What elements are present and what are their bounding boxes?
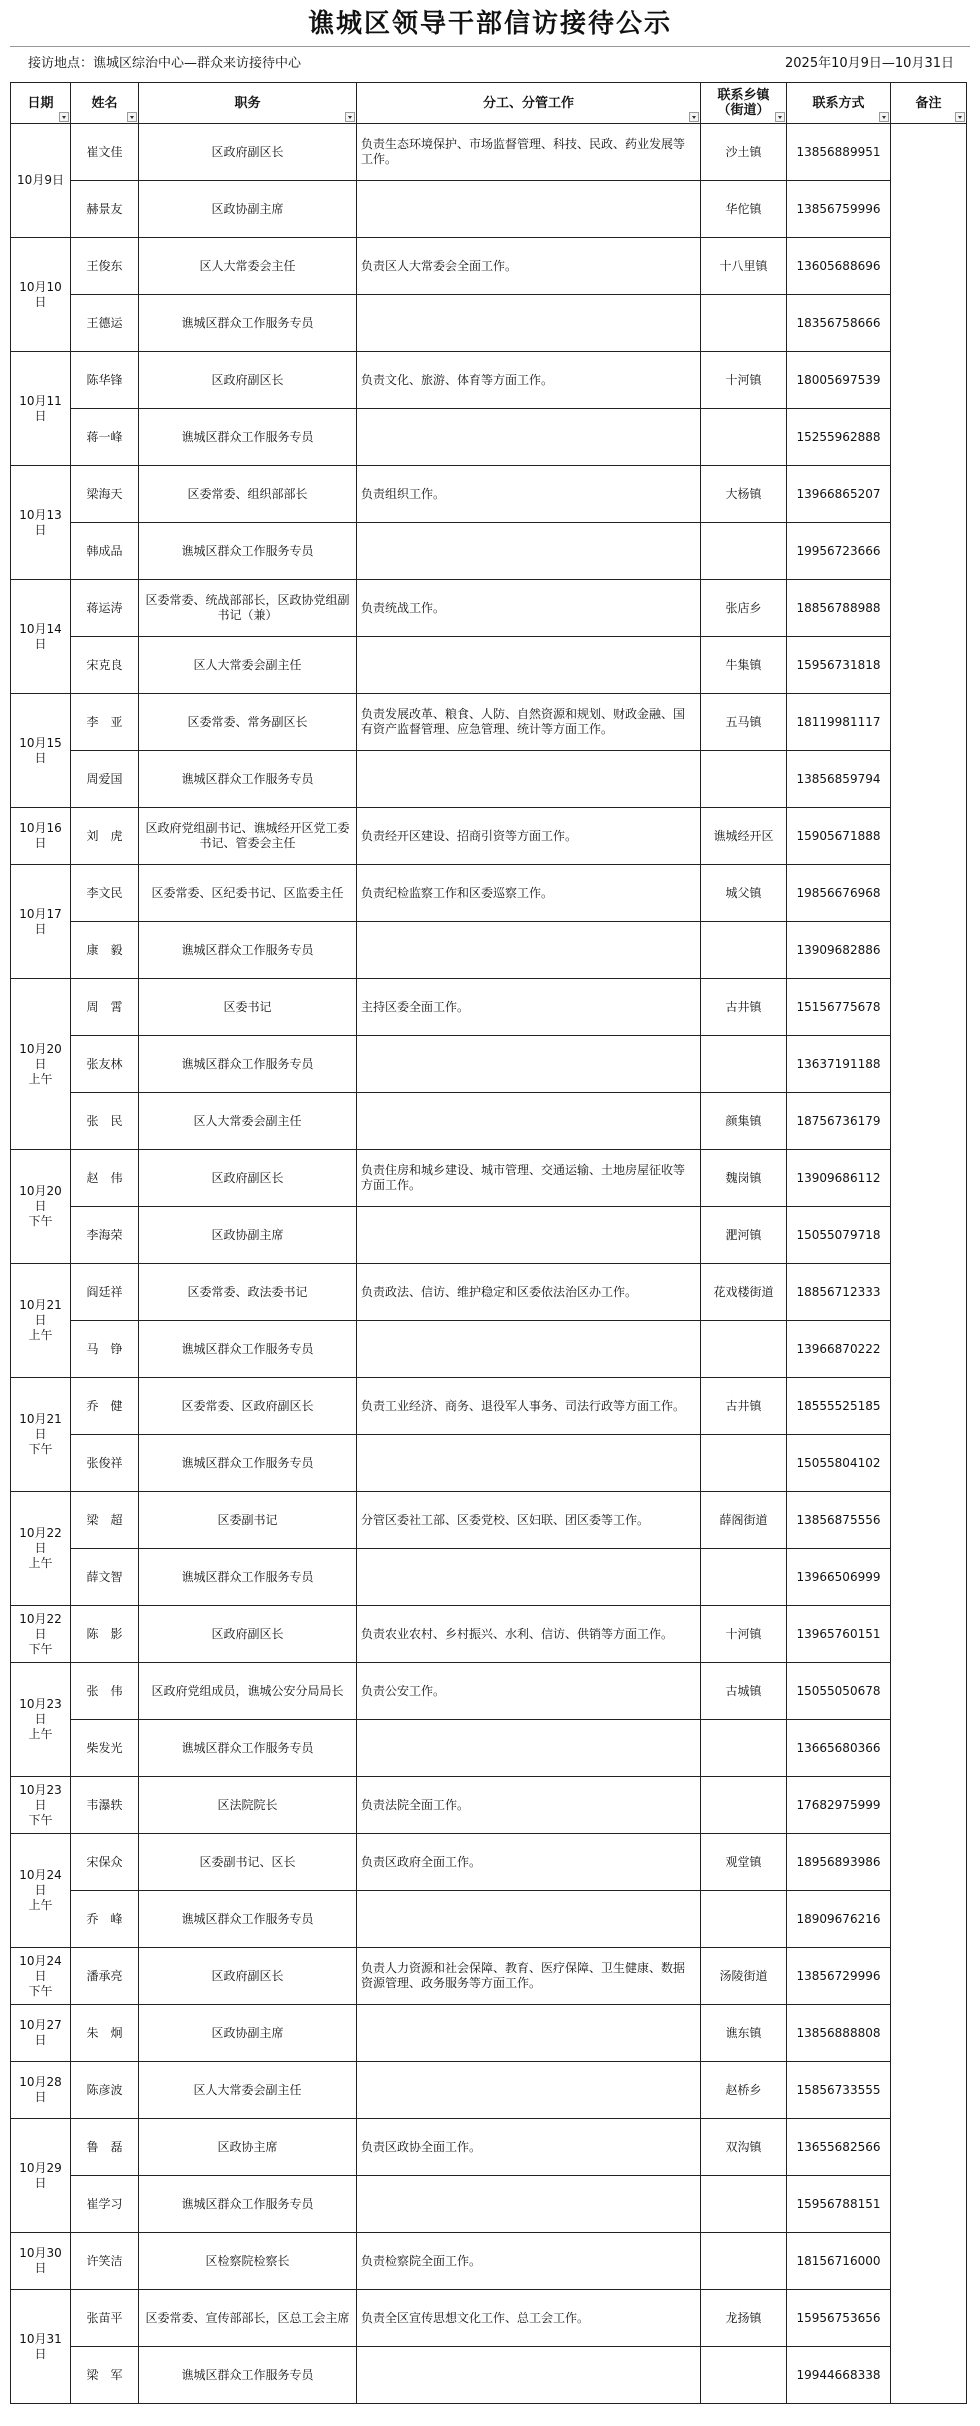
town-cell: 古城镇 <box>701 1663 787 1720</box>
date-cell: 10月13日 <box>11 466 71 580</box>
town-cell: 古井镇 <box>701 979 787 1036</box>
town-cell <box>701 523 787 580</box>
phone-cell: 13966865207 <box>787 466 891 523</box>
table-header-row <box>11 83 967 124</box>
position-cell: 区人大常委会主任 <box>139 238 357 295</box>
town-cell: 谯城经开区 <box>701 808 787 865</box>
name-cell: 马 铮 <box>71 1321 139 1378</box>
position-cell: 谯城区群众工作服务专员 <box>139 1891 357 1948</box>
phone-cell: 13966506999 <box>787 1549 891 1606</box>
date-cell: 10月10日 <box>11 238 71 352</box>
responsibility-cell <box>357 1435 701 1492</box>
table-row <box>11 352 967 409</box>
town-cell <box>701 1321 787 1378</box>
name-cell: 乔 峰 <box>71 1891 139 1948</box>
phone-cell: 13856759996 <box>787 181 891 238</box>
phone-cell: 13965760151 <box>787 1606 891 1663</box>
name-cell: 李海荣 <box>71 1207 139 1264</box>
position-cell: 谯城区群众工作服务专员 <box>139 751 357 808</box>
column-header-label: 分工、分管工作 <box>482 95 574 111</box>
phone-cell: 13856729996 <box>787 1948 891 2005</box>
position-cell: 谯城区群众工作服务专员 <box>139 1435 357 1492</box>
phone-cell: 18356758666 <box>787 295 891 352</box>
table-row <box>11 1150 967 1207</box>
table-row <box>11 2176 967 2233</box>
column-header-date[interactable] <box>11 83 71 124</box>
name-cell: 崔学习 <box>71 2176 139 2233</box>
town-cell: 五马镇 <box>701 694 787 751</box>
position-cell: 区政府副区长 <box>139 1606 357 1663</box>
position-cell: 谯城区群众工作服务专员 <box>139 2347 357 2404</box>
table-row <box>11 1435 967 1492</box>
responsibility-cell: 负责区政协全面工作。 <box>357 2119 701 2176</box>
position-cell: 区检察院检察长 <box>139 2233 357 2290</box>
name-cell: 柴发光 <box>71 1720 139 1777</box>
phone-cell: 19944668338 <box>787 2347 891 2404</box>
date-cell: 10月17日 <box>11 865 71 979</box>
reception-period: 2025年10月9日—10月31日 <box>785 56 954 71</box>
phone-cell: 13856875556 <box>787 1492 891 1549</box>
responsibility-cell: 负责工业经济、商务、退役军人事务、司法行政等方面工作。 <box>357 1378 701 1435</box>
filter-dropdown-icon[interactable] <box>59 112 69 122</box>
name-cell: 蒋运涛 <box>71 580 139 637</box>
position-cell: 区委常委、组织部部长 <box>139 466 357 523</box>
phone-cell: 15156775678 <box>787 979 891 1036</box>
filter-dropdown-icon[interactable] <box>955 112 965 122</box>
name-cell: 潘承亮 <box>71 1948 139 2005</box>
position-cell: 谯城区群众工作服务专员 <box>139 1549 357 1606</box>
phone-cell: 17682975999 <box>787 1777 891 1834</box>
name-cell: 陈 影 <box>71 1606 139 1663</box>
date-cell: 10月11日 <box>11 352 71 466</box>
town-cell <box>701 922 787 979</box>
responsibility-cell: 负责人力资源和社会保障、教育、医疗保障、卫生健康、数据资源管理、政务服务等方面工作。 <box>357 1948 701 2005</box>
table-row <box>11 523 967 580</box>
town-cell: 谯东镇 <box>701 2005 787 2062</box>
responsibility-cell: 负责区人大常委会全面工作。 <box>357 238 701 295</box>
page-title: 谯城区领导干部信访接待公示 <box>307 9 672 39</box>
phone-cell: 19956723666 <box>787 523 891 580</box>
town-cell <box>701 1720 787 1777</box>
position-cell: 区政协副主席 <box>139 1207 357 1264</box>
table-row <box>11 1720 967 1777</box>
position-cell: 区委常委、统战部部长，区政协党组副书记（兼） <box>139 580 357 637</box>
position-cell: 区委副书记、区长 <box>139 1834 357 1891</box>
phone-cell: 13966870222 <box>787 1321 891 1378</box>
table-row <box>11 1663 967 1720</box>
town-cell: 汤陵街道 <box>701 1948 787 2005</box>
name-cell: 张 民 <box>71 1093 139 1150</box>
responsibility-cell <box>357 409 701 466</box>
phone-cell: 15055050678 <box>787 1663 891 1720</box>
table-row <box>11 1321 967 1378</box>
phone-cell: 15055804102 <box>787 1435 891 1492</box>
phone-cell: 18756736179 <box>787 1093 891 1150</box>
name-cell: 崔文佳 <box>71 124 139 181</box>
responsibility-cell <box>357 2005 701 2062</box>
town-cell <box>701 751 787 808</box>
phone-cell: 18555525185 <box>787 1378 891 1435</box>
responsibility-cell <box>357 2062 701 2119</box>
date-cell: 10月29日 <box>11 2119 71 2233</box>
town-cell <box>701 295 787 352</box>
phone-cell: 13856859794 <box>787 751 891 808</box>
responsibility-cell: 负责纪检监察工作和区委巡察工作。 <box>357 865 701 922</box>
phone-cell: 15856733555 <box>787 2062 891 2119</box>
name-cell: 康 毅 <box>71 922 139 979</box>
date-cell: 10月9日 <box>11 124 71 238</box>
position-cell: 区政协主席 <box>139 2119 357 2176</box>
title-divider <box>10 46 970 47</box>
town-cell: 华佗镇 <box>701 181 787 238</box>
filter-dropdown-icon[interactable] <box>879 112 889 122</box>
date-cell: 10月23日 上午 <box>11 1663 71 1777</box>
position-cell: 谯城区群众工作服务专员 <box>139 922 357 979</box>
name-cell: 乔 健 <box>71 1378 139 1435</box>
town-cell: 花戏楼街道 <box>701 1264 787 1321</box>
phone-cell: 18856712333 <box>787 1264 891 1321</box>
phone-cell: 18909676216 <box>787 1891 891 1948</box>
town-cell <box>701 2176 787 2233</box>
column-header-position[interactable] <box>139 83 357 124</box>
table-row <box>11 1891 967 1948</box>
column-header-label: 姓名 <box>91 95 118 111</box>
town-cell: 淝河镇 <box>701 1207 787 1264</box>
column-header-name[interactable] <box>71 83 139 124</box>
date-cell: 10月27日 <box>11 2005 71 2062</box>
town-cell: 薛阁街道 <box>701 1492 787 1549</box>
responsibility-cell: 主持区委全面工作。 <box>357 979 701 1036</box>
phone-cell: 13856889951 <box>787 124 891 181</box>
table-row <box>11 238 967 295</box>
town-cell: 牛集镇 <box>701 637 787 694</box>
table-row <box>11 865 967 922</box>
responsibility-cell <box>357 1720 701 1777</box>
responsibility-cell: 负责发展改革、粮食、人防、自然资源和规划、财政金融、国有资产监督管理、应急管理、统计等方面工作。 <box>357 694 701 751</box>
column-header-label: 日期 <box>27 95 54 111</box>
position-cell: 区人大常委会副主任 <box>139 1093 357 1150</box>
table-row <box>11 751 967 808</box>
date-cell: 10月24日 上午 <box>11 1834 71 1948</box>
column-header-label: 备注 <box>915 95 942 111</box>
responsibility-cell <box>357 523 701 580</box>
column-header-phone[interactable] <box>787 83 891 124</box>
column-header-responsibilities[interactable] <box>357 83 701 124</box>
table-row <box>11 979 967 1036</box>
name-cell: 朱 炯 <box>71 2005 139 2062</box>
date-cell: 10月22日 上午 <box>11 1492 71 1606</box>
responsibility-cell: 负责全区宣传思想文化工作、总工会工作。 <box>357 2290 701 2347</box>
name-cell: 梁 超 <box>71 1492 139 1549</box>
position-cell: 区政协副主席 <box>139 181 357 238</box>
phone-cell: 15055079718 <box>787 1207 891 1264</box>
position-cell: 谯城区群众工作服务专员 <box>139 1720 357 1777</box>
town-cell: 赵桥乡 <box>701 2062 787 2119</box>
table-row <box>11 1378 967 1435</box>
responsibility-cell <box>357 295 701 352</box>
table-row <box>11 124 967 181</box>
town-cell: 大杨镇 <box>701 466 787 523</box>
responsibility-cell <box>357 1321 701 1378</box>
name-cell: 赵 伟 <box>71 1150 139 1207</box>
position-cell: 区政府党组副书记、谯城经开区党工委书记、管委会主任 <box>139 808 357 865</box>
table-row <box>11 1036 967 1093</box>
phone-cell: 19856676968 <box>787 865 891 922</box>
phone-cell: 13909682886 <box>787 922 891 979</box>
table-row <box>11 1777 967 1834</box>
phone-cell: 15956788151 <box>787 2176 891 2233</box>
position-cell: 区人大常委会副主任 <box>139 637 357 694</box>
town-cell <box>701 2347 787 2404</box>
phone-cell: 18119981117 <box>787 694 891 751</box>
date-cell: 10月30日 <box>11 2233 71 2290</box>
date-cell: 10月24日 下午 <box>11 1948 71 2005</box>
table-row <box>11 2347 967 2404</box>
table-row <box>11 2290 967 2347</box>
town-cell: 十八里镇 <box>701 238 787 295</box>
date-cell: 10月20日 下午 <box>11 1150 71 1264</box>
town-cell: 张店乡 <box>701 580 787 637</box>
name-cell: 张俊祥 <box>71 1435 139 1492</box>
phone-cell: 18156716000 <box>787 2233 891 2290</box>
responsibility-cell: 负责生态环境保护、市场监督管理、科技、民政、药业发展等工作。 <box>357 124 701 181</box>
table-row <box>11 2062 967 2119</box>
responsibility-cell <box>357 1093 701 1150</box>
table-row <box>11 295 967 352</box>
table-row <box>11 409 967 466</box>
position-cell: 区委常委、宣传部部长，区总工会主席 <box>139 2290 357 2347</box>
name-cell: 鲁 磊 <box>71 2119 139 2176</box>
phone-cell: 15905671888 <box>787 808 891 865</box>
position-cell: 区政协副主席 <box>139 2005 357 2062</box>
position-cell: 区人大常委会副主任 <box>139 2062 357 2119</box>
town-cell: 双沟镇 <box>701 2119 787 2176</box>
name-cell: 赫景友 <box>71 181 139 238</box>
date-cell: 10月22日 下午 <box>11 1606 71 1663</box>
town-cell <box>701 1549 787 1606</box>
phone-cell: 13605688696 <box>787 238 891 295</box>
position-cell: 谯城区群众工作服务专员 <box>139 2176 357 2233</box>
town-cell: 魏岗镇 <box>701 1150 787 1207</box>
town-cell: 古井镇 <box>701 1378 787 1435</box>
phone-cell: 18005697539 <box>787 352 891 409</box>
town-cell <box>701 409 787 466</box>
position-cell: 区法院院长 <box>139 1777 357 1834</box>
name-cell: 张友林 <box>71 1036 139 1093</box>
table-row <box>11 466 967 523</box>
table-row <box>11 1549 967 1606</box>
remarks-cell <box>891 124 967 2404</box>
responsibility-cell: 负责住房和城乡建设、城市管理、交通运输、土地房屋征收等方面工作。 <box>357 1150 701 1207</box>
table-row <box>11 1264 967 1321</box>
responsibility-cell: 负责法院全面工作。 <box>357 1777 701 1834</box>
column-header-town[interactable] <box>701 83 787 124</box>
column-header-label: 联系方式 <box>812 95 865 111</box>
responsibility-cell <box>357 751 701 808</box>
reception-schedule-table <box>10 82 967 2404</box>
date-cell: 10月21日 上午 <box>11 1264 71 1378</box>
position-cell: 谯城区群众工作服务专员 <box>139 409 357 466</box>
date-cell: 10月20日 上午 <box>11 979 71 1150</box>
position-cell: 区委常委、常务副区长 <box>139 694 357 751</box>
responsibility-cell: 负责农业农村、乡村振兴、水利、信访、供销等方面工作。 <box>357 1606 701 1663</box>
position-cell: 谯城区群众工作服务专员 <box>139 523 357 580</box>
name-cell: 张苗平 <box>71 2290 139 2347</box>
name-cell: 李文民 <box>71 865 139 922</box>
name-cell: 宋克良 <box>71 637 139 694</box>
name-cell: 宋保众 <box>71 1834 139 1891</box>
column-header-remarks[interactable] <box>891 83 967 124</box>
name-cell: 阎廷祥 <box>71 1264 139 1321</box>
town-cell <box>701 1036 787 1093</box>
table-row <box>11 808 967 865</box>
name-cell: 王德运 <box>71 295 139 352</box>
filter-dropdown-icon[interactable] <box>775 112 785 122</box>
responsibility-cell <box>357 2176 701 2233</box>
name-cell: 许笑洁 <box>71 2233 139 2290</box>
table-row <box>11 2119 967 2176</box>
name-cell: 李 亚 <box>71 694 139 751</box>
phone-cell: 18856788988 <box>787 580 891 637</box>
responsibility-cell: 负责公安工作。 <box>357 1663 701 1720</box>
filter-dropdown-icon[interactable] <box>345 112 355 122</box>
name-cell: 蒋一峰 <box>71 409 139 466</box>
date-cell: 10月16日 <box>11 808 71 865</box>
filter-dropdown-icon[interactable] <box>127 112 137 122</box>
phone-cell: 13909686112 <box>787 1150 891 1207</box>
date-cell: 10月23日 下午 <box>11 1777 71 1834</box>
table-row <box>11 1606 967 1663</box>
town-cell <box>701 1777 787 1834</box>
position-cell: 区委常委、政法委书记 <box>139 1264 357 1321</box>
position-cell: 区政府副区长 <box>139 1150 357 1207</box>
table-body <box>11 124 967 2404</box>
table-row <box>11 1834 967 1891</box>
table-row <box>11 922 967 979</box>
position-cell: 区政府副区长 <box>139 124 357 181</box>
town-cell: 颜集镇 <box>701 1093 787 1150</box>
table-row <box>11 1948 967 2005</box>
phone-cell: 13637191188 <box>787 1036 891 1093</box>
position-cell: 区政府党组成员，谯城公安分局局长 <box>139 1663 357 1720</box>
table-row <box>11 2005 967 2062</box>
position-cell: 区委书记 <box>139 979 357 1036</box>
table-row <box>11 637 967 694</box>
column-header-label: 职务 <box>234 95 261 111</box>
name-cell: 韦瀑轶 <box>71 1777 139 1834</box>
responsibility-cell <box>357 637 701 694</box>
position-cell: 谯城区群众工作服务专员 <box>139 295 357 352</box>
position-cell: 区委副书记 <box>139 1492 357 1549</box>
date-cell: 10月14日 <box>11 580 71 694</box>
name-cell: 薛文智 <box>71 1549 139 1606</box>
responsibility-cell: 负责经开区建设、招商引资等方面工作。 <box>357 808 701 865</box>
column-header-label: 联系乡镇 （街道） <box>717 88 770 118</box>
name-cell: 梁 军 <box>71 2347 139 2404</box>
date-cell: 10月28日 <box>11 2062 71 2119</box>
town-cell <box>701 2233 787 2290</box>
responsibility-cell <box>357 181 701 238</box>
table-row <box>11 1492 967 1549</box>
name-cell: 张 伟 <box>71 1663 139 1720</box>
name-cell: 周 霄 <box>71 979 139 1036</box>
responsibility-cell: 负责组织工作。 <box>357 466 701 523</box>
town-cell: 十河镇 <box>701 352 787 409</box>
town-cell <box>701 1435 787 1492</box>
town-cell: 观堂镇 <box>701 1834 787 1891</box>
town-cell: 城父镇 <box>701 865 787 922</box>
table-row <box>11 694 967 751</box>
responsibility-cell <box>357 1891 701 1948</box>
responsibility-cell <box>357 1207 701 1264</box>
table-row <box>11 181 967 238</box>
table-row <box>11 1207 967 1264</box>
filter-dropdown-icon[interactable] <box>689 112 699 122</box>
responsibility-cell <box>357 1549 701 1606</box>
responsibility-cell: 负责文化、旅游、体育等方面工作。 <box>357 352 701 409</box>
name-cell: 陈华锋 <box>71 352 139 409</box>
town-cell: 龙扬镇 <box>701 2290 787 2347</box>
phone-cell: 18956893986 <box>787 1834 891 1891</box>
responsibility-cell: 负责政法、信访、维护稳定和区委依法治区办工作。 <box>357 1264 701 1321</box>
responsibility-cell: 负责检察院全面工作。 <box>357 2233 701 2290</box>
name-cell: 韩成品 <box>71 523 139 580</box>
phone-cell: 15255962888 <box>787 409 891 466</box>
table-row <box>11 1093 967 1150</box>
responsibility-cell <box>357 2347 701 2404</box>
phone-cell: 13655682566 <box>787 2119 891 2176</box>
town-cell: 沙土镇 <box>701 124 787 181</box>
position-cell: 谯城区群众工作服务专员 <box>139 1036 357 1093</box>
position-cell: 区委常委、区政府副区长 <box>139 1378 357 1435</box>
name-cell: 陈彦波 <box>71 2062 139 2119</box>
date-cell: 10月21日 下午 <box>11 1378 71 1492</box>
position-cell: 区委常委、区纪委书记、区监委主任 <box>139 865 357 922</box>
name-cell: 刘 虎 <box>71 808 139 865</box>
town-cell <box>701 1891 787 1948</box>
position-cell: 区政府副区长 <box>139 1948 357 2005</box>
phone-cell: 13665680366 <box>787 1720 891 1777</box>
table-row <box>11 580 967 637</box>
name-cell: 王俊东 <box>71 238 139 295</box>
position-cell: 区政府副区长 <box>139 352 357 409</box>
date-cell: 10月15日 <box>11 694 71 808</box>
responsibility-cell: 负责区政府全面工作。 <box>357 1834 701 1891</box>
responsibility-cell <box>357 1036 701 1093</box>
responsibility-cell: 负责统战工作。 <box>357 580 701 637</box>
responsibility-cell: 分管区委社工部、区委党校、区妇联、团区委等工作。 <box>357 1492 701 1549</box>
responsibility-cell <box>357 922 701 979</box>
name-cell: 周爱国 <box>71 751 139 808</box>
phone-cell: 15956753656 <box>787 2290 891 2347</box>
phone-cell: 15956731818 <box>787 637 891 694</box>
town-cell: 十河镇 <box>701 1606 787 1663</box>
table-row <box>11 2233 967 2290</box>
position-cell: 谯城区群众工作服务专员 <box>139 1321 357 1378</box>
date-cell: 10月31日 <box>11 2290 71 2404</box>
reception-location: 接访地点：谯城区综治中心—群众来访接待中心 <box>28 56 302 71</box>
name-cell: 梁海天 <box>71 466 139 523</box>
phone-cell: 13856888808 <box>787 2005 891 2062</box>
